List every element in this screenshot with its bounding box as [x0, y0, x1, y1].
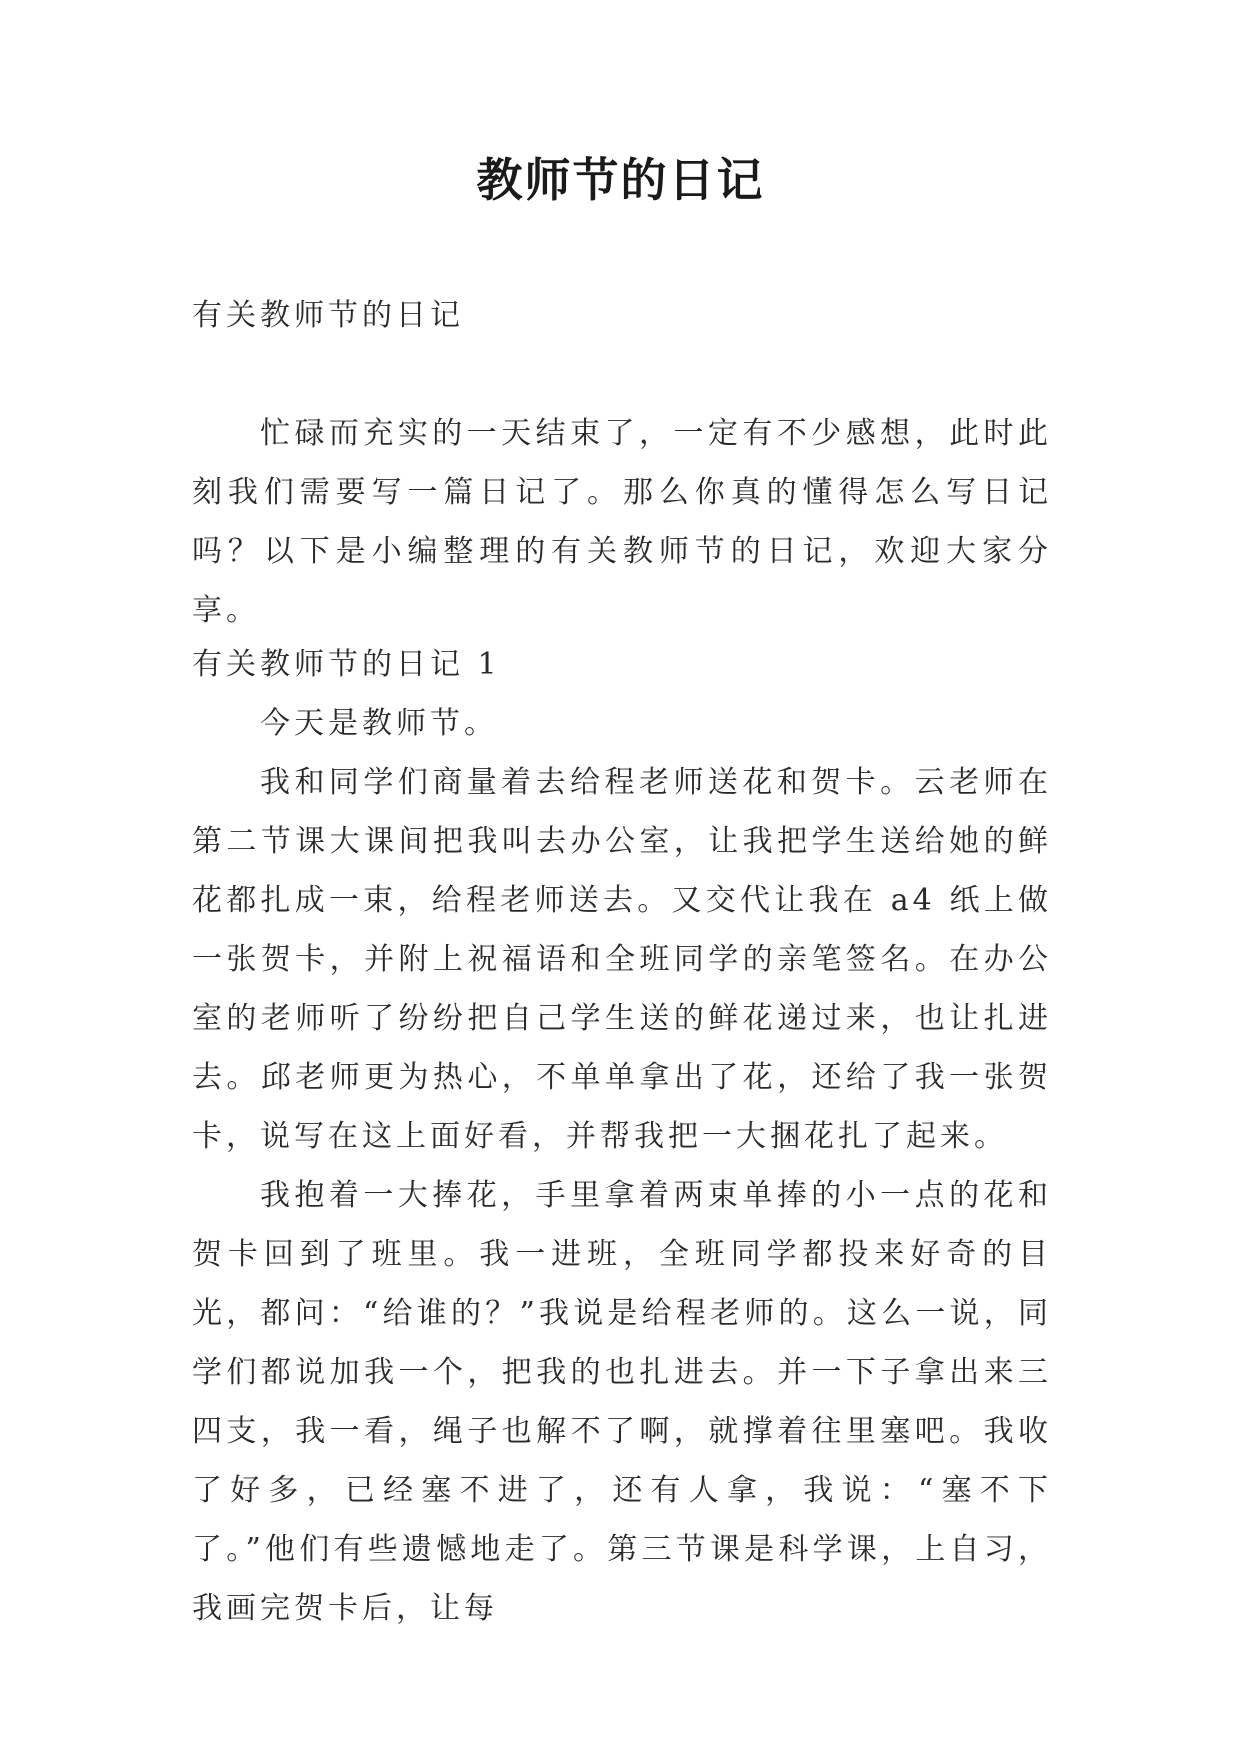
body-paragraph: 我抱着一大捧花，手里拿着两束单捧的小一点的花和贺卡回到了班里。我一进班，全班同学都投来好奇的目光，都问：“给谁的？”我说是给程老师的。这么一说，同学们都说加我一个，把我的也扎进去。并一下子拿出来三四支，我一看，绳子也解不了啊，就撑着往里塞吧。我收了好多，已经塞不进了，还有人拿，我说：“塞不下了。”他们有些遗憾地走了。第三节课是科学课，上自习，我画完贺卡后，让每 — [192, 1178, 1052, 1626]
section-heading: 有关教师节的日记 1 — [192, 647, 501, 682]
body-paragraph: 今天是教师节。 — [260, 706, 498, 741]
intro-paragraph: 忙碌而充实的一天结束了，一定有不少感想，此时此刻我们需要写一篇日记了。那么你真的懂得怎么写日记吗？以下是小编整理的有关教师节的日记，欢迎大家分享。 — [192, 416, 1052, 628]
document-title: 教师节的日记 — [476, 153, 765, 207]
subtitle-text: 有关教师节的日记 — [192, 298, 464, 333]
intro-section — [192, 404, 1052, 640]
body-paragraph: 我和同学们商量着去给程老师送花和贺卡。云老师在第二节课大课间把我叫去办公室，让我把学生送给她的鲜花都扎成一束，给程老师送去。又交代让我在 a4 纸上做一张贺卡，并附上祝福语和全班同学的亲笔签名。在办公室的老师听了纷纷把自己学生送的鲜花递过来，也让扎进去。邱老师更为热心，不单单拿出了花，还给了我一张贺卡，说写在这上面好看，并帮我把一大捆花扎了起来。 — [192, 765, 1052, 1154]
diary-entry-1 — [192, 635, 1052, 1638]
document-subtitle — [192, 286, 1052, 345]
